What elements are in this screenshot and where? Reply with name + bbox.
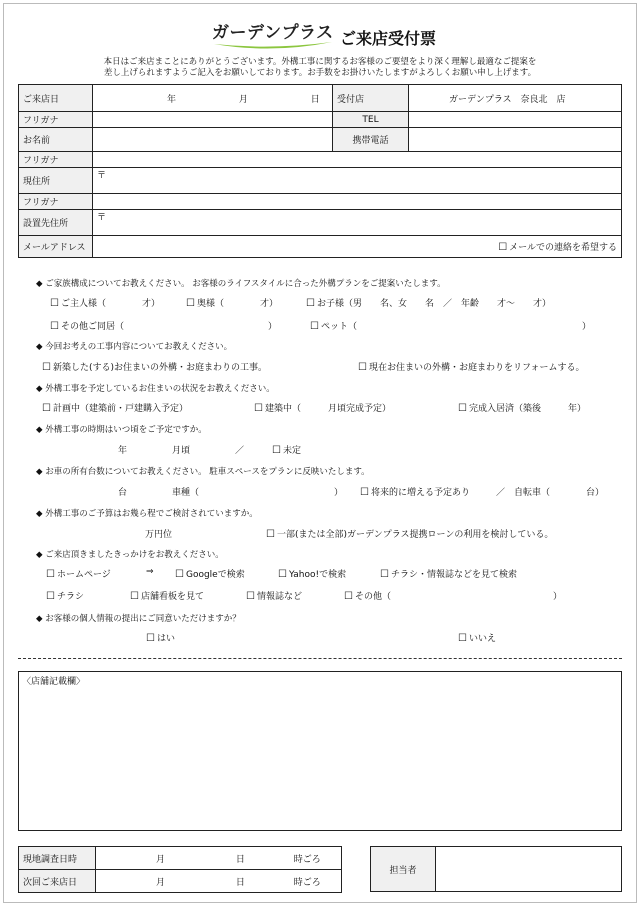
q4-question: ◆ 外構工事の時期はいつ頃をご予定ですか。: [36, 425, 207, 435]
moved-in-checkbox[interactable]: ☐ 完成入居済（築後 年）: [458, 401, 586, 414]
wife-checkbox[interactable]: ☐ 奥様（ 才）: [186, 296, 278, 309]
reception-store-label: 受付店: [333, 85, 409, 112]
q5-question: ◆ お車の所有台数についてお教えください。 駐車スペースをプランに反映いたします。: [36, 467, 370, 477]
logo-swoosh-icon: [212, 38, 334, 54]
husband-checkbox[interactable]: ☐ ご主人様（ 才）: [50, 296, 160, 309]
section-divider: [18, 658, 622, 659]
brand-logo: [212, 18, 334, 52]
name-field[interactable]: [93, 128, 333, 152]
loan-checkbox[interactable]: ☐ 一部(または全部)ガーデンプラス提携ローンの利用を検討している。: [266, 527, 553, 540]
new-construction-checkbox[interactable]: ☐ 新築した(する)お住まいの外構・お庭まわりの工事。: [42, 360, 267, 373]
intro-text-1: 本日はご来店まことにありがとうございます。外構工事に関するお客様のご要望をより深く理解し最適なご提案を: [103, 57, 537, 67]
install-address-label: 設置先住所: [19, 210, 93, 236]
email-field[interactable]: [93, 236, 622, 258]
staff-label: 担当者: [371, 847, 436, 892]
next-visit-field[interactable]: 月 日 時ごろ: [96, 870, 342, 893]
children-checkbox[interactable]: ☐ お子様（男 名、女 名 ／ 年齢 才～ 才）: [306, 296, 551, 309]
other-source-checkbox[interactable]: ☐ その他（ ）: [344, 589, 562, 602]
undecided-checkbox[interactable]: ☐ 未定: [272, 443, 301, 456]
schedule-table: [18, 846, 342, 893]
name-label: お名前: [19, 128, 93, 152]
yahoo-checkbox[interactable]: ☐ Yahoo!で検索: [278, 567, 346, 580]
form-title: ご来店受付票: [340, 29, 437, 48]
q3-question: ◆ 外構工事を予定しているお住まいの状況をお教えください。: [36, 384, 275, 394]
reception-store-value: ガーデンプラス 奈良北 店: [409, 85, 622, 112]
construction-timing[interactable]: 年 月頃 ／: [118, 446, 245, 456]
arrow-icon: ⇒: [146, 567, 154, 577]
site-survey-field[interactable]: 月 日 時ごろ: [96, 847, 342, 870]
install-furigana-label: フリガナ: [19, 194, 93, 210]
q7-question: ◆ ご来店頂きましたきっかけをお教えください。: [36, 550, 224, 560]
address-label: 現住所: [19, 168, 93, 194]
address-furigana-field[interactable]: [93, 152, 622, 168]
site-survey-label: 現地調査日時: [19, 847, 96, 870]
store-notes-label: 〈店舗記載欄〉: [22, 677, 86, 687]
others-checkbox[interactable]: ☐ その他ご同居（ ）: [50, 319, 277, 332]
logo-text: ガーデンプラス: [212, 23, 334, 43]
install-furigana-field[interactable]: [93, 194, 622, 210]
email-label: メールアドレス: [19, 236, 93, 258]
header: [0, 0, 640, 82]
consent-no-checkbox[interactable]: ☐ いいえ: [458, 631, 496, 644]
staff-table: [370, 846, 622, 892]
planning-checkbox[interactable]: ☐ 計画中（建築前・戸建購入予定）: [42, 401, 188, 414]
car-count-field[interactable]: 台 車種（ ）: [118, 488, 344, 498]
store-sign-checkbox[interactable]: ☐ 店舗看板を見て: [130, 589, 204, 602]
address-furigana-label: フリガナ: [19, 152, 93, 168]
staff-field[interactable]: [436, 847, 622, 892]
name-furigana-field[interactable]: [93, 112, 333, 128]
address-field[interactable]: 〒: [93, 168, 622, 194]
name-furigana-label: フリガナ: [19, 112, 93, 128]
google-checkbox[interactable]: ☐ Googleで検索: [175, 567, 245, 580]
pet-checkbox[interactable]: ☐ ペット（ ）: [310, 319, 591, 332]
tel-field[interactable]: [409, 112, 622, 128]
building-checkbox[interactable]: ☐ 建築中（ 月頃完成予定）: [254, 401, 391, 414]
visit-date-field[interactable]: 年 月 日: [93, 85, 333, 112]
q8-question: ◆ お客様の個人情報の提出にご同意いただけますか？: [36, 614, 241, 624]
email-contact-checkbox[interactable]: ☐ メールでの連絡を希望する: [498, 243, 617, 253]
mobile-field[interactable]: [409, 128, 622, 152]
store-notes-box[interactable]: [18, 671, 622, 831]
q1-question: ◆ ご家族構成についてお教えください。 お客様のライフスタイルに合った外構プランをご提案いたします。: [36, 279, 446, 289]
homepage-checkbox[interactable]: ☐ ホームページ: [46, 567, 111, 580]
install-address-field[interactable]: 〒: [93, 210, 622, 236]
visit-date-label: ご来店日: [19, 85, 93, 112]
budget-field[interactable]: 万円位: [145, 530, 173, 540]
car-increase-checkbox[interactable]: ☐ 将来的に増える予定あり: [360, 485, 470, 498]
consent-yes-checkbox[interactable]: ☐ はい: [146, 631, 175, 644]
bicycle-field[interactable]: ／ 自転車（ 台）: [496, 488, 605, 498]
next-visit-label: 次回ご来店日: [19, 870, 96, 893]
q2-question: ◆ 今回お考えの工事内容についてお教えください。: [36, 342, 233, 352]
flyer-info-checkbox[interactable]: ☐ チラシ・情報誌などを見て検索: [380, 567, 517, 580]
magazine-checkbox[interactable]: ☐ 情報誌など: [246, 589, 302, 602]
tel-label: TEL: [333, 112, 409, 128]
intro-text-2: 差し上げられますようご記入をお願いしております。お手数をお掛けいたしますがよろしくお願い申し上げます。: [103, 68, 537, 78]
reform-checkbox[interactable]: ☐ 現在お住まいの外構・お庭まわりをリフォームする。: [358, 360, 585, 373]
q6-question: ◆ 外構工事のご予算はお幾ら程でご検討されていますか。: [36, 509, 258, 519]
customer-info-table: [18, 84, 622, 258]
flyer-checkbox[interactable]: ☐ チラシ: [46, 589, 84, 602]
mobile-label: 携帯電話: [333, 128, 409, 152]
